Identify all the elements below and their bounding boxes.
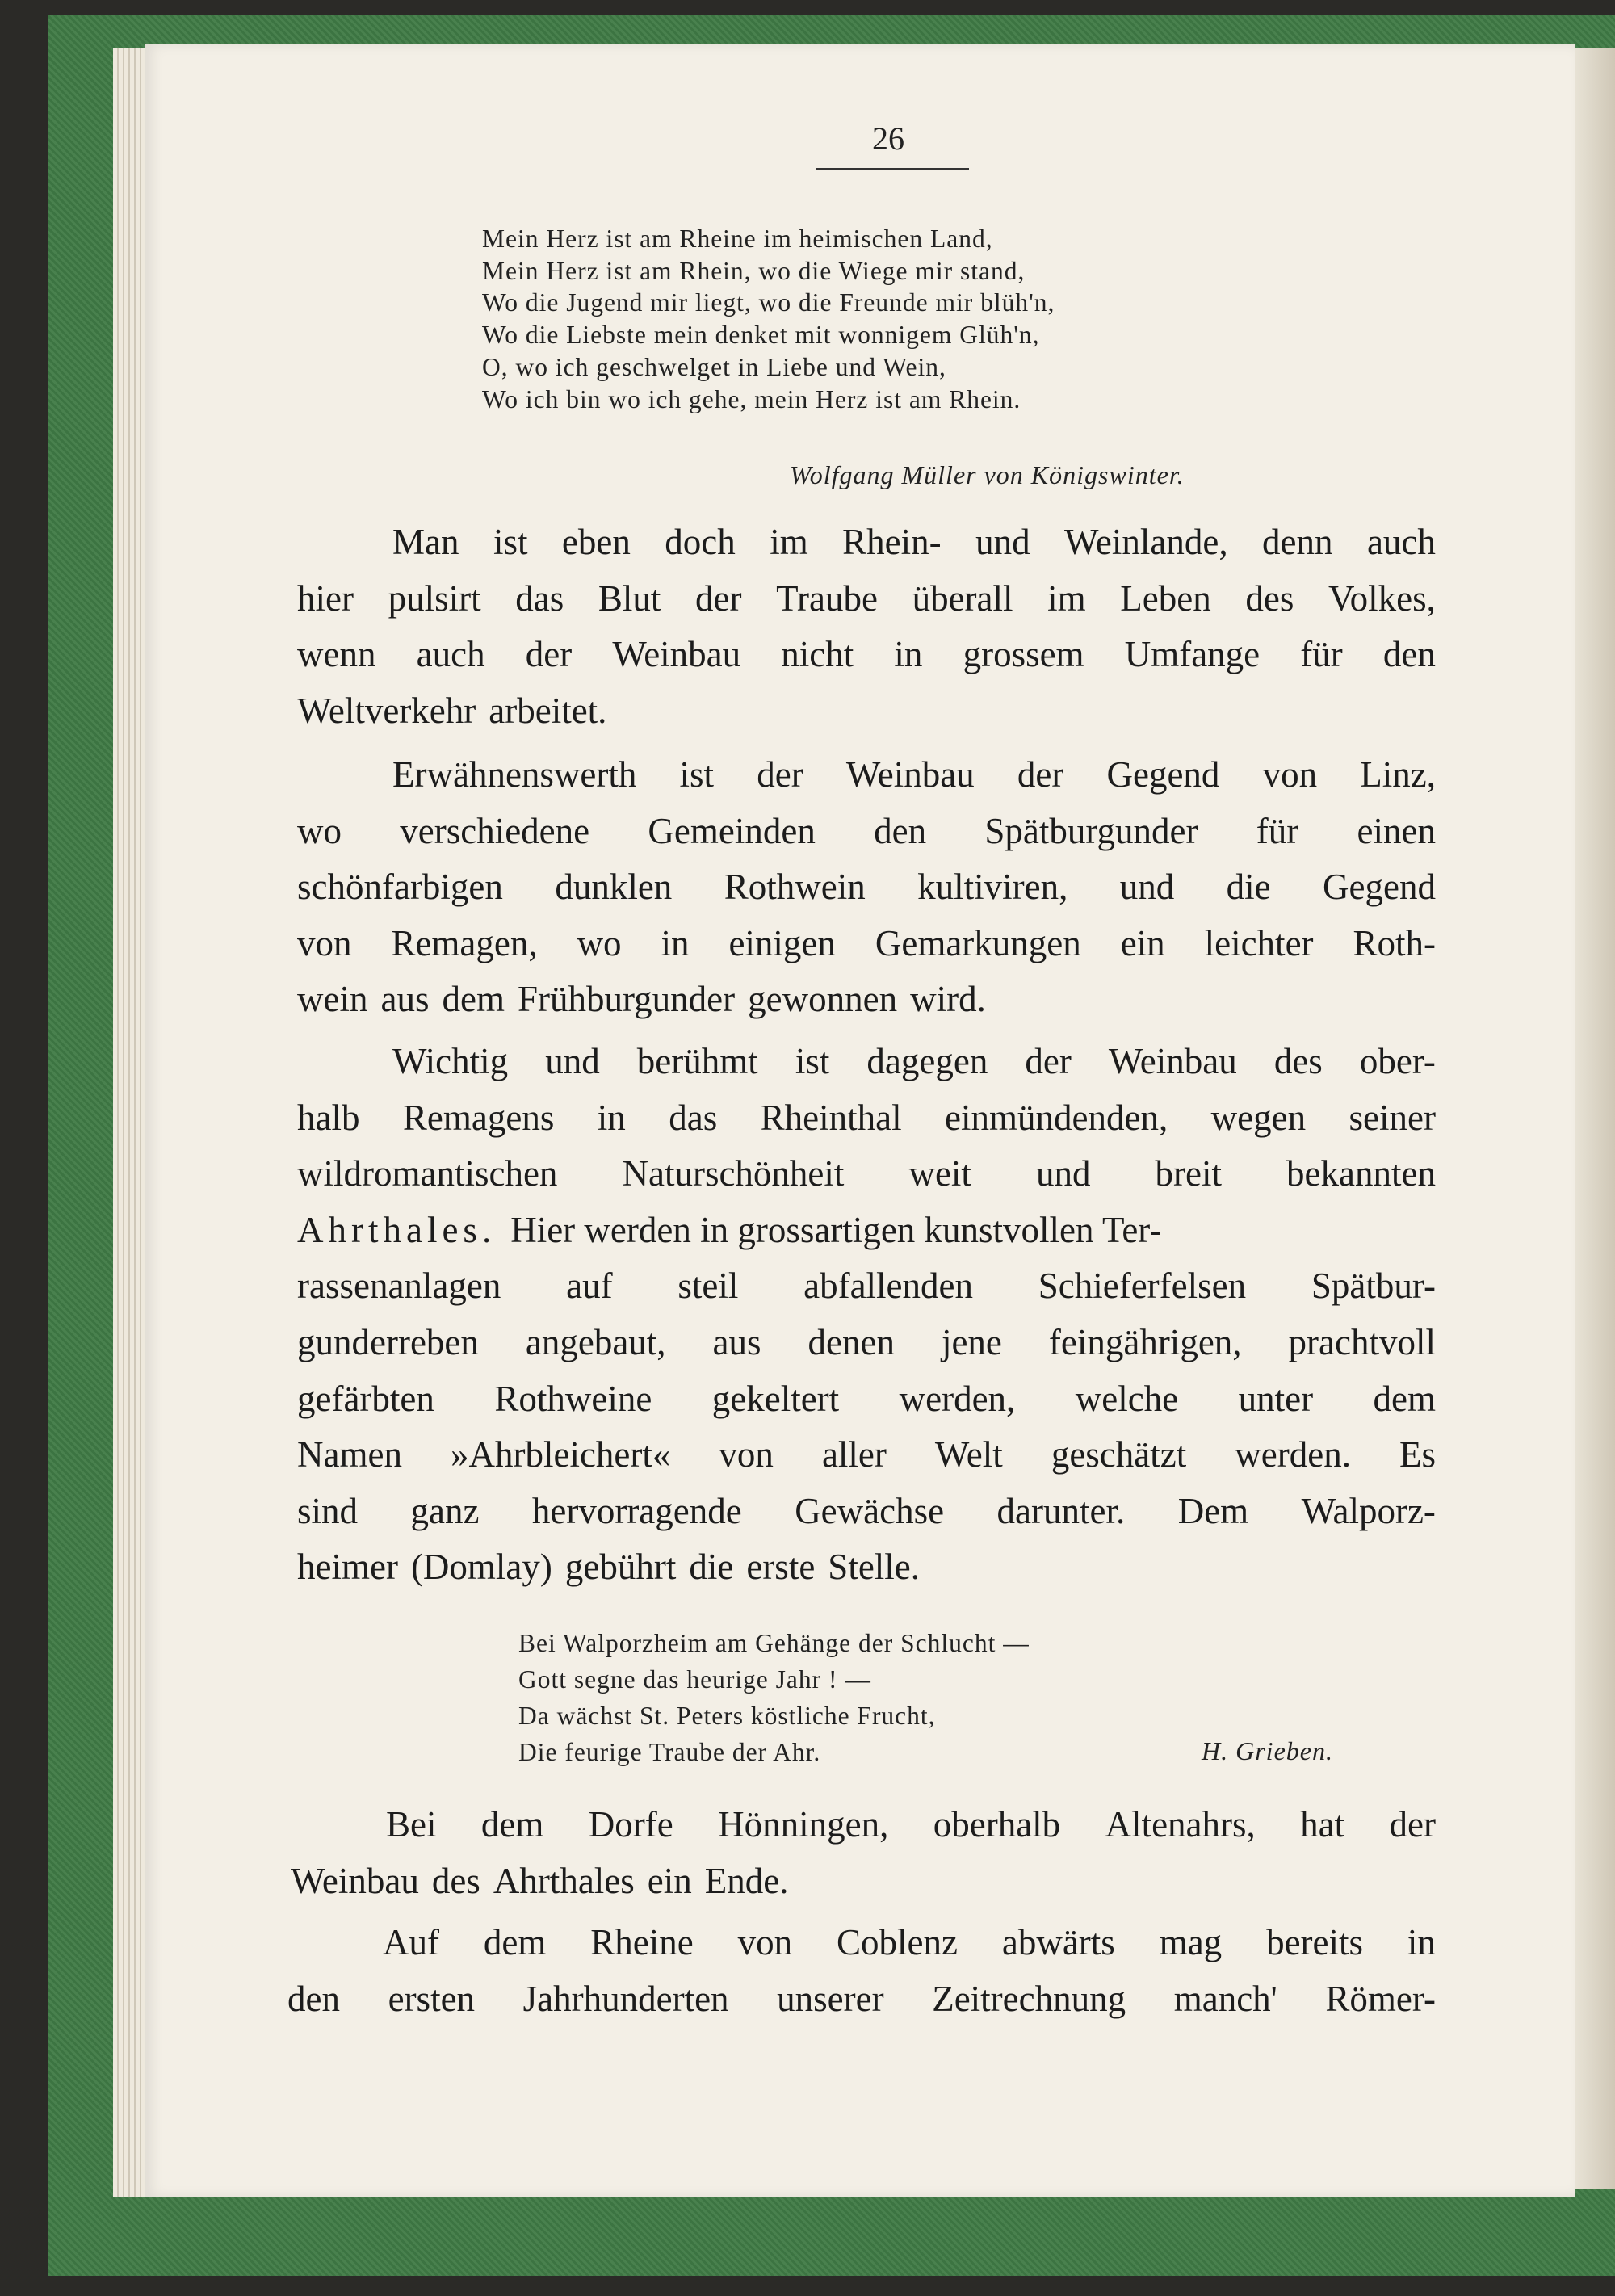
word: pulsirt [388,577,481,619]
word: Schieferfelsen [1038,1266,1247,1307]
word: Linz, [1360,754,1436,795]
word: im [1047,577,1086,619]
poem-muller [482,223,1055,415]
word: des [1245,577,1294,619]
word: Roth- [1353,922,1436,963]
word: einmündenden, [945,1097,1168,1138]
poem-line: Mein Herz ist am Rheine im heimischen Land, [482,225,993,253]
word: arbeitet. [489,690,607,731]
word: erste [746,1547,816,1588]
poem-line: Wo die Liebste mein denket mit wonnigem Glüh'n, [482,321,1040,350]
word: verschiedene [400,810,590,851]
text-line [297,627,1436,683]
word: Gegend [1106,754,1220,795]
word: ein [1120,922,1165,963]
word: Bei [386,1804,437,1845]
word: und [545,1041,600,1081]
word: gekeltert [711,1378,840,1419]
word: das [515,577,564,619]
word: Dem [1177,1490,1249,1531]
word: Remagen, [391,922,538,963]
word: heimer [297,1547,398,1588]
word: dunklen [555,867,673,908]
word: den [287,1978,340,2019]
word: Man [392,522,459,562]
word: in [661,922,690,963]
word: denn [1262,522,1333,562]
word: den [1382,634,1436,675]
word: »Ahrbleichert« [450,1434,671,1475]
word: dem [480,1804,544,1845]
poem-line: Gott segne das heurige Jahr ! — [518,1665,871,1694]
word: und [1035,1153,1091,1194]
word: wo [577,922,622,963]
poem-line: Wo ich bin wo ich gehe, mein Herz ist am Rhein. [482,384,1021,413]
paragraph [291,1797,1436,1909]
word: Leben [1120,577,1211,619]
word: werden. [1235,1434,1351,1475]
word: wenn [297,634,376,675]
word: Hönningen, [718,1804,889,1845]
word: kultiviren, [917,867,1068,908]
text-line [297,859,1436,916]
text-line [297,683,1436,740]
word: und [975,522,1030,562]
text-line [297,514,1436,571]
poem-grieben [518,1625,1030,1770]
word: Walporz- [1301,1490,1436,1531]
poem-attribution: H. Grieben. [1202,1736,1333,1765]
word: wein [297,979,368,1020]
word: dem [483,1922,547,1962]
word: der [757,754,803,795]
word: Remagens [402,1097,555,1138]
word: wird. [910,979,986,1020]
word: sind [297,1490,359,1531]
text-line [297,916,1436,972]
poem-line: Wo die Jugend mir liegt, wo die Freunde mir blüh'n, [482,288,1055,317]
word: ist [493,522,528,562]
word: unter [1238,1378,1314,1419]
word: werden, [899,1378,1016,1419]
word: einen [1357,810,1436,851]
word: aus [712,1321,761,1362]
word: steil [677,1266,739,1307]
word: Gegend [1323,867,1436,908]
word: oberhalb [933,1804,1061,1845]
word: breit [1155,1153,1222,1194]
word: des [431,1860,480,1901]
word: Dorfe [588,1804,673,1845]
word: gefärbten [297,1378,434,1419]
word: rassenanlagen [297,1266,501,1307]
word: Rheine [590,1922,694,1962]
text-line [297,1371,1436,1428]
word: angebaut, [525,1321,666,1362]
word: dem [1373,1378,1436,1419]
word: wildromantischen [297,1153,558,1194]
word: des [1273,1041,1323,1081]
text-line [287,1915,1436,1971]
word: bereits [1266,1922,1364,1962]
word: von [1262,754,1318,795]
word: Zeitrechnung [932,1978,1126,2019]
text-line [287,1971,1436,2028]
text-line [297,1090,1436,1147]
word: eben [561,522,631,562]
word: mag [1159,1922,1223,1962]
right-page-edge [1575,48,1615,2189]
word: der [525,634,573,675]
word: hervorragende [531,1490,742,1531]
word: Römer- [1325,1978,1436,2019]
page-number-rule [816,168,969,170]
word: Spätbur- [1311,1266,1436,1307]
word: Rheinthal [760,1097,902,1138]
word: wo [297,810,342,851]
word: Weinlande, [1064,522,1228,562]
word: feingährigen, [1048,1321,1242,1362]
page-number: 26 [872,120,904,157]
word: Weinbau [291,1860,419,1901]
word: gunderreben [297,1321,479,1362]
word: der [1389,1804,1436,1845]
word: Naturschönheit [622,1153,845,1194]
word: Rothweine [494,1378,652,1419]
word: dagegen [866,1041,988,1081]
text-line [291,1853,1436,1910]
word: denen [808,1321,895,1362]
word: ist [795,1041,830,1081]
word: Blut [598,577,661,619]
word: prachtvoll [1288,1321,1436,1362]
text-line [297,1484,1436,1540]
word: Rhein- [842,522,942,562]
word: der [1025,1041,1072,1081]
word: weit [908,1153,971,1194]
word: im [770,522,808,562]
text-line [297,972,1436,1028]
word: gewonnen [748,979,898,1020]
word: Volkes, [1328,577,1436,619]
word: Wichtig [392,1041,509,1081]
poem-line: Bei Walporzheim am Gehänge der Schlucht — [518,1629,1030,1657]
word: von [297,922,352,963]
word: auch [416,634,485,675]
word: aller [821,1434,887,1475]
word: Umfange [1124,634,1261,675]
word: aus [380,979,430,1020]
word: Namen [297,1434,402,1475]
text-line [297,1146,1436,1203]
text-line [297,1315,1436,1371]
word: jene [941,1321,1002,1362]
word: Es [1399,1434,1436,1475]
word: nicht [781,634,854,675]
word: Rothwein [724,867,866,908]
word: Gemeinden [648,810,816,851]
word: geschätzt [1051,1434,1187,1475]
word: doch [665,522,736,562]
word: Weinbau [845,754,975,795]
word: von [737,1922,793,1962]
word: ober- [1359,1041,1436,1081]
word: Ende. [704,1860,789,1901]
word: Weltverkehr [297,690,476,731]
paragraph [297,514,1436,739]
word: der [695,577,742,619]
poem-line: Die feurige Traube der Ahr. [518,1738,821,1766]
text-line [297,747,1436,804]
word: bekannten [1286,1153,1436,1194]
word: für [1300,634,1343,675]
word: ersten [388,1978,476,2019]
word: Erwähnenswerth [392,754,637,795]
word: gebührt [564,1547,677,1588]
word: ist [679,754,715,795]
word: Weinbau [612,634,741,675]
word: Auf [383,1922,439,1962]
text-line [297,1258,1436,1315]
word: unserer [777,1978,884,2019]
word: darunter. [996,1490,1126,1531]
paragraph [297,747,1436,1028]
spaced-word: Ahrthales. [297,1209,497,1250]
word: und [1119,867,1175,908]
word: ganz [410,1490,480,1531]
word: Traube [776,577,878,619]
word: Stelle. [828,1547,921,1588]
word: in [1407,1922,1436,1962]
paragraph [297,1034,1436,1596]
word: für [1256,810,1299,851]
paragraph [287,1915,1436,2027]
word: den [874,810,927,851]
word: Weinbau [1108,1041,1237,1081]
word: abwärts [1001,1922,1115,1962]
word: halb [297,1097,360,1138]
word: auf [566,1266,613,1307]
word: (Domlay) [410,1547,552,1588]
word: hier [297,577,354,619]
text-line [297,1034,1436,1090]
word: manch' [1173,1978,1277,2019]
word: Welt [934,1434,1003,1475]
word: in [894,634,923,675]
word: Coblenz [837,1922,958,1962]
poem-line: O, wo ich geschwelget in Liebe und Wein, [482,352,946,381]
word: hat [1300,1804,1345,1845]
poem-line: Mein Herz ist am Rhein, wo die Wiege mir stand, [482,256,1026,285]
text-line [297,1427,1436,1484]
word: berühmt [636,1041,758,1081]
text-line [297,804,1436,860]
word: leichter [1204,922,1314,963]
word: Jahrhunderten [522,1978,729,2019]
text-line [297,1539,1436,1596]
word: abfallenden [803,1266,973,1307]
text-span: Hier werden in grossartigen kunstvollen Ter- [510,1209,1162,1250]
word: dem [442,979,505,1020]
word: die [1226,867,1271,908]
word: auch [1366,522,1436,562]
word: Gewächse [795,1490,945,1531]
word: die [689,1547,734,1588]
word: in [597,1097,626,1138]
word: einigen [728,922,836,963]
poem-attribution: Wolfgang Müller von Königswinter. [790,460,1185,489]
word: der [1017,754,1064,795]
poem-line: Da wächst St. Peters köstliche Frucht, [518,1702,936,1730]
word: ein [647,1860,692,1901]
word: schönfarbigen [297,867,503,908]
word: überall [912,577,1013,619]
word: wegen [1210,1097,1307,1138]
text-line [297,1203,1436,1259]
word: Ahrthales [493,1860,635,1901]
text-line [291,1797,1436,1853]
text-line [297,571,1436,628]
word: Spätburgunder [984,810,1198,851]
word: Altenahrs, [1105,1804,1256,1845]
word: das [669,1097,718,1138]
word: von [719,1434,774,1475]
word: grossem [963,634,1084,675]
word: Gemarkungen [875,922,1081,963]
word: Frühburgunder [517,979,736,1020]
word: seiner [1349,1097,1436,1138]
word: welche [1075,1378,1179,1419]
